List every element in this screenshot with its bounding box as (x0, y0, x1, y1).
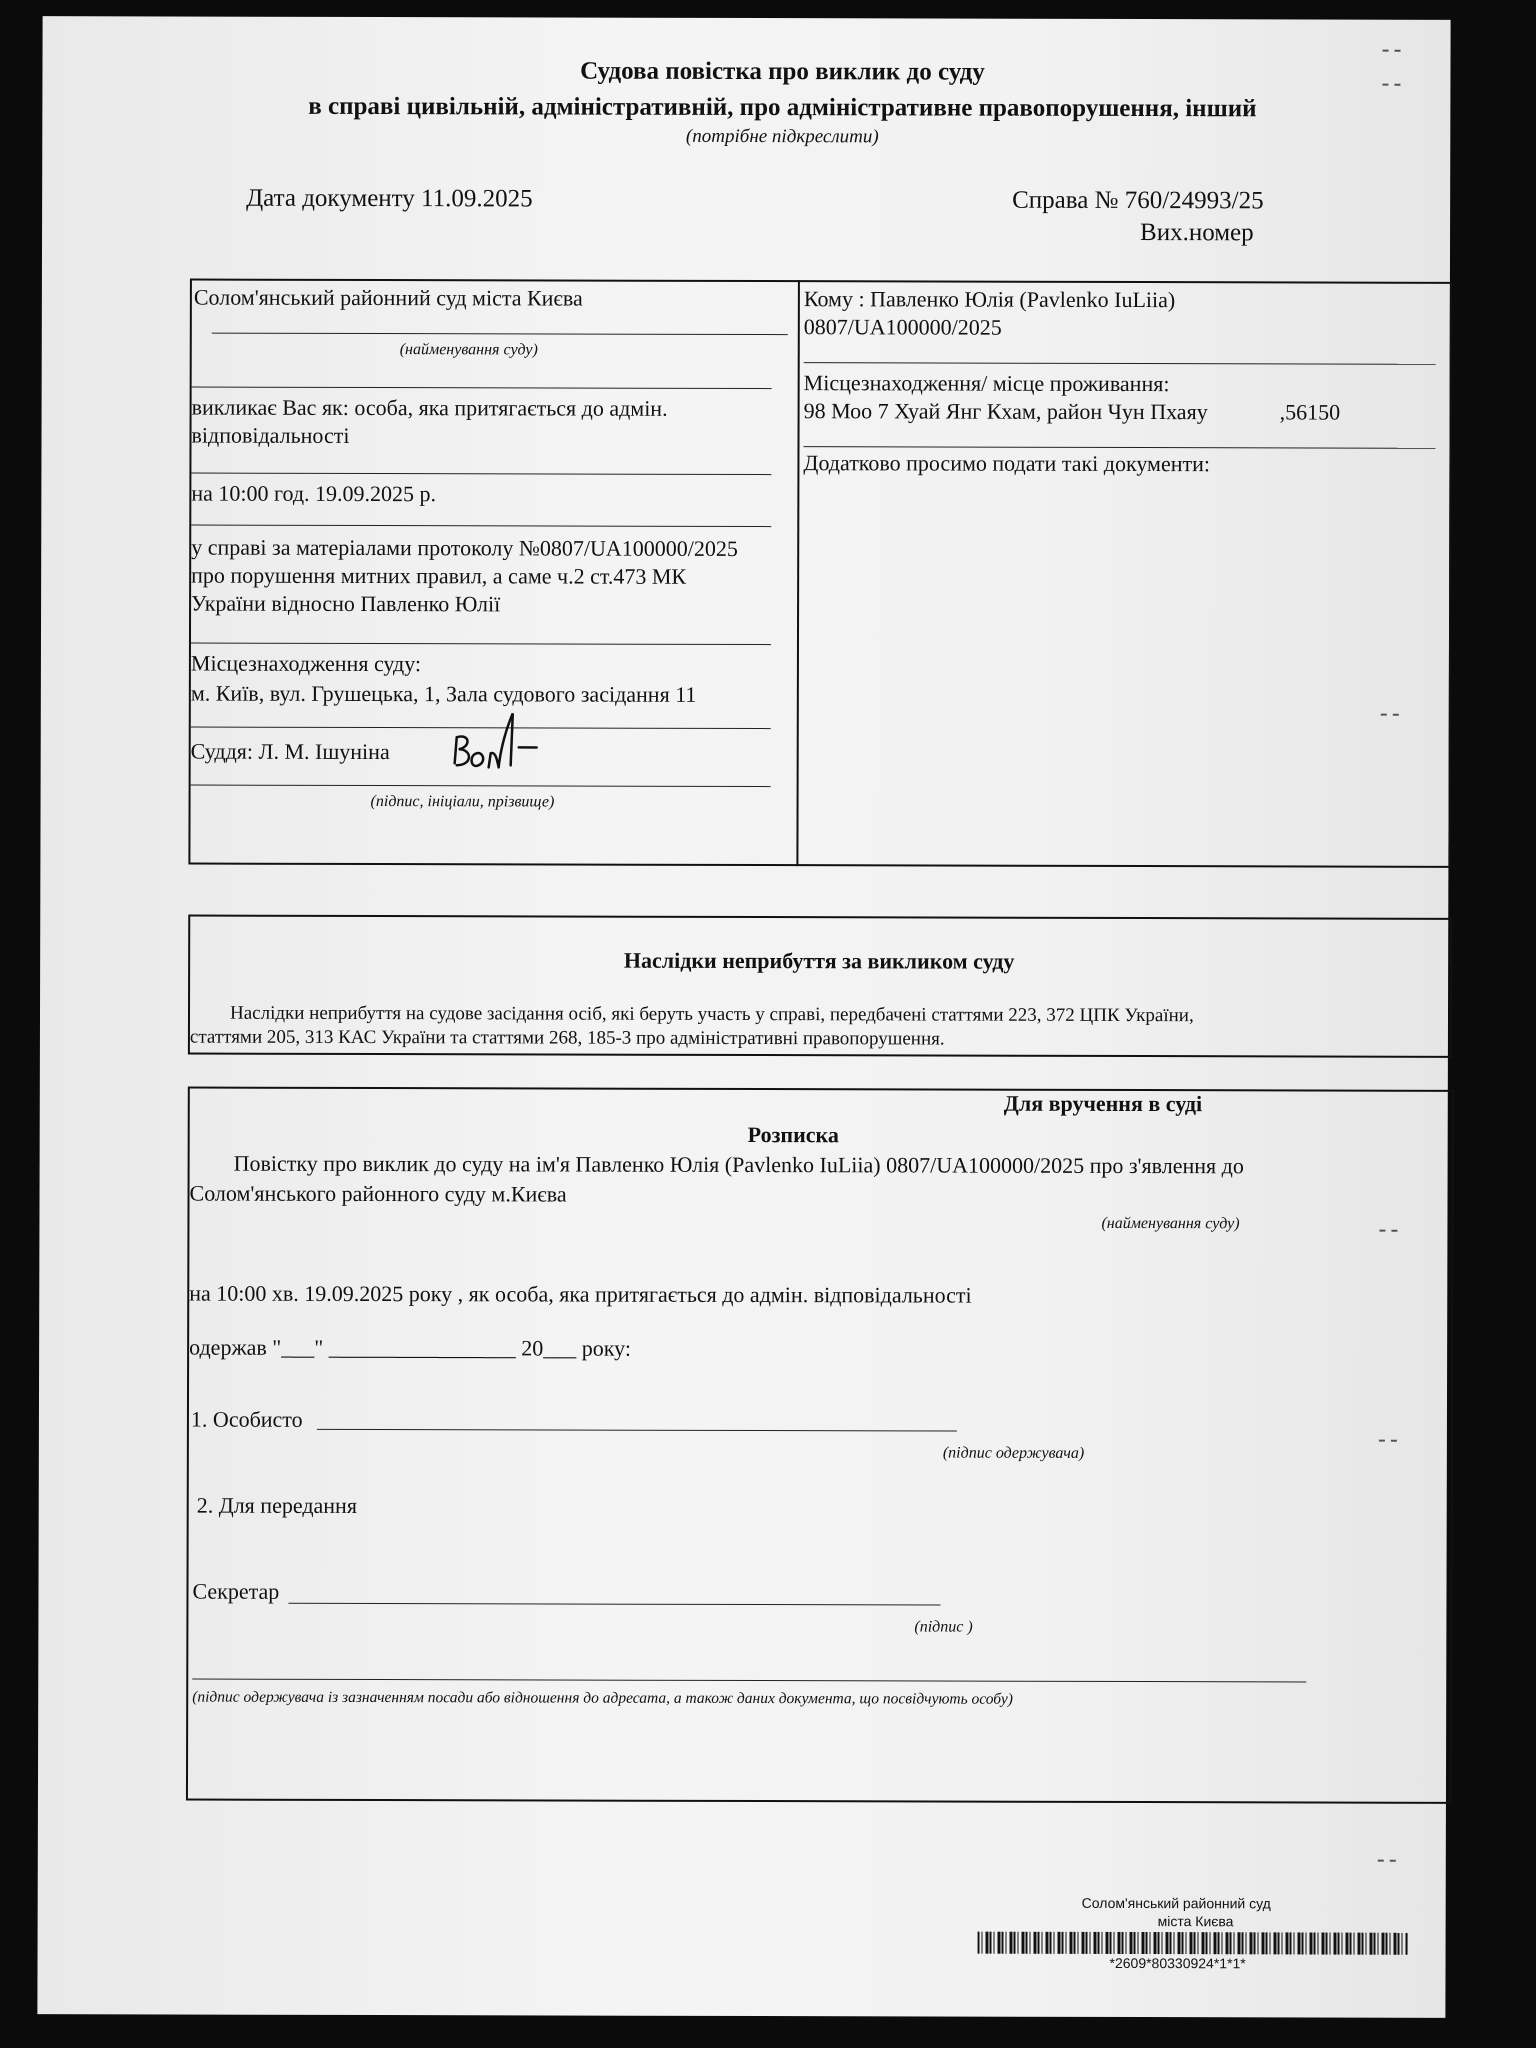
receipt-court-caption: (найменування суду) (1101, 1214, 1240, 1233)
residence-value: 98 Моо 7 Хуай Янг Кхам, район Чун Пхаяу (803, 398, 1208, 425)
court-name: Солом'янський районний суд міста Києва (193, 284, 583, 311)
consequences-text-line2: статтями 205, 313 КАС України та статтями 268, 185-3 про адміністративні правопорушення. (189, 1026, 945, 1050)
outgoing-number: Вих.номер (1140, 219, 1254, 247)
document-date: Дата документу 11.09.2025 (246, 184, 533, 213)
binder-mark (1379, 1440, 1397, 1445)
receipt-line2: Солом'янського районного суду м.Києва (189, 1180, 567, 1207)
personally-label: 1. Особисто (190, 1406, 303, 1432)
judge-signature (447, 707, 547, 789)
summons-role-line1: викликає Вас як: особа, яка притягається до адмін. (191, 394, 668, 421)
residence-label: Місцезнаходження/ місце проживання: (803, 370, 1170, 397)
summons-role-line2: відповідальності (191, 422, 350, 448)
binder-mark (1378, 1860, 1396, 1865)
court-name-caption: (найменування суду) (399, 341, 538, 359)
case-number: Справа № 760/24993/25 (1012, 186, 1264, 215)
footer-court-line2: міста Києва (1157, 1913, 1234, 1930)
document-subtitle: в справі цивільній, адміністративній, про адміністративне правопорушення, інший (308, 92, 1257, 123)
addressee-line1: Кому : Павленко Юлія (Pavlenko IuLiia) (803, 286, 1176, 313)
binder-mark (1383, 50, 1401, 55)
document-title: Судова повістка про виклик до суду (580, 57, 985, 86)
barcode (978, 1932, 1408, 1955)
barcode-text: *2609*80330924*1*1* (1109, 1954, 1246, 1972)
receipt-line1: Повістку про виклик до суду на ім'я Павленко Юлія (Pavlenko IuLiia) 0807/UA100000/2025 про з'явлення до (233, 1150, 1244, 1179)
hearing-time: на 10:00 год. 19.09.2025 р. (191, 480, 437, 507)
summons-sheet (37, 16, 1450, 2018)
title-note: (потрібне підкреслити) (685, 125, 879, 148)
signature-caption: (підпис, ініціали, прізвище) (370, 793, 555, 811)
binder-mark (1382, 84, 1400, 89)
secretary-label: Секретар (192, 1578, 280, 1604)
addressee-line2: 0807/UA100000/2025 (803, 314, 1002, 340)
secretary-signature-caption: (підпис ) (914, 1618, 973, 1636)
recipient-note: (підпис одержувача із зазначенням посади або відношення до адресата, а також даних документа, що посвідчують особу) (192, 1688, 1013, 1708)
footer-court-line1: Солом'янський районний суд (1081, 1894, 1271, 1912)
for-court-delivery: Для вручення в суді (1003, 1090, 1203, 1117)
consequences-heading: Наслідки неприбуття за викликом суду (623, 947, 1015, 974)
receipt-heading: Розписка (747, 1122, 839, 1148)
court-location-value: м. Київ, вул. Грушецька, 1, Зала судового засідання 11 (190, 680, 697, 707)
consequences-text-line1: Наслідки неприбуття на судове засідання осіб, які беруть участь у справі, передбачені статтями 223, 372 ЦПК України, (229, 1002, 1194, 1027)
transfer-label: 2. Для передання (196, 1492, 358, 1518)
binder-mark (1381, 714, 1399, 719)
binder-mark (1379, 1230, 1397, 1235)
case-line3: України відносно Павленко Юлії (191, 590, 501, 617)
judge-name: Суддя: Л. М. Ішуніна (190, 738, 390, 765)
residence-code: ,56150 (1279, 399, 1341, 425)
received-date-line: одержав "___" _________________ 20___ року: (189, 1334, 632, 1361)
court-location-label: Місцезнаходження суду: (190, 650, 422, 677)
extra-documents: Додатково просимо подати такі документи: (803, 450, 1211, 477)
case-line2: про порушення митних правил, а саме ч.2 ст.473 МК (191, 562, 687, 589)
case-line1: у справі за матеріалами протоколу №0807/UA100000/2025 (191, 534, 738, 561)
recipient-signature-caption: (підпис одержувача) (942, 1444, 1085, 1462)
receipt-time-line: на 10:00 хв. 19.09.2025 року , як особа, яка притягається до адмін. відповідальності (189, 1280, 972, 1308)
